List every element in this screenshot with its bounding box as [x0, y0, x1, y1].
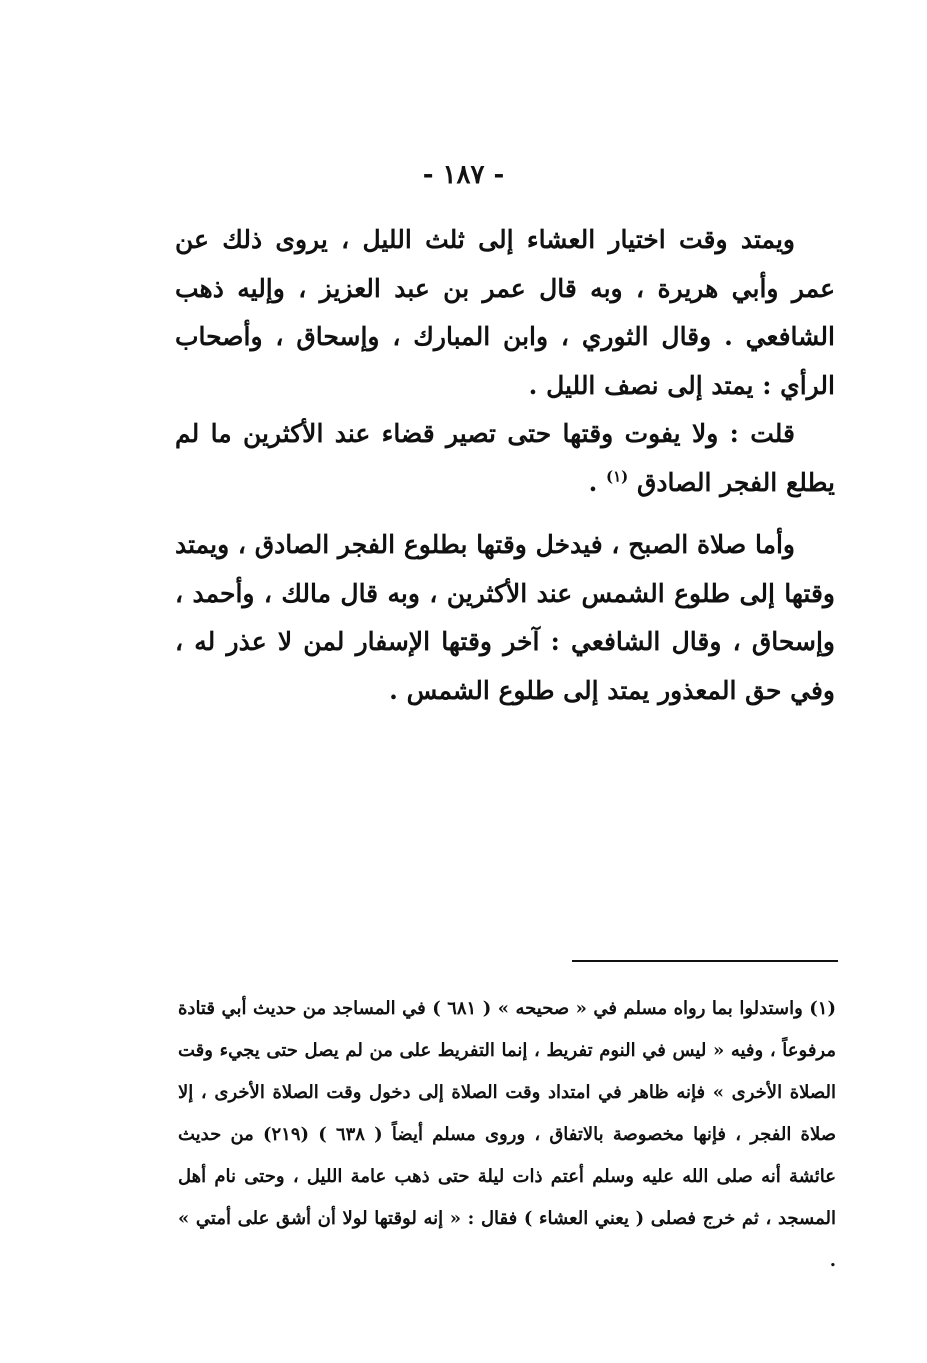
footnote-divider: [572, 960, 838, 962]
footnote-text: (١) واستدلوا بما رواه مسلم في « صحيحه » ( ٦٨١ ) في المساجد من حديث أبي قتادة مرفوعاً ، وفيه « ليس في النوم تفريط ، إنما التفريط على من لم يصل حتى يجيء وقت الصلاة الأخرى » فإنه ظاهر في امتداد وقت الصلاة إلى دخول وقت الصلاة الأخرى ، إلا صلاة الفجر ، فإنها مخصوصة بالاتفاق ، وروى مسلم أيضاً ( ٦٣٨ ) (٢١٩) من حديث عائشة أنه صلى الله عليه وسلم أعتم ذات ليلة حتى ذهب عامة الليل ، وحتى نام أهل المسجد ، ثم خرج فصلى ( يعني العشاء ) فقال : « إنه لوقتها لولا أن أشق على أمتي » .: [178, 998, 836, 1271]
paragraph-author-note: [175, 410, 835, 507]
footnote: [178, 988, 836, 1282]
main-text: [175, 216, 835, 715]
page-number: - ١٨٧ -: [422, 160, 505, 190]
footnote-reference: (١): [606, 467, 629, 486]
paragraph-author-note-text: قلت : ولا يفوت وقتها حتى تصير قضاء عند الأكثرين ما لم يطلع الفجر الصادق: [175, 419, 835, 497]
paragraph-author-note-end: .: [588, 467, 606, 497]
paragraph-fajr-time: وأما صلاة الصبح ، فيدخل وقتها بطلوع الفجر الصادق ، ويمتد وقتها إلى طلوع الشمس عند الأكثرين ، وبه قال مالك ، وأحمد ، وإسحاق ، وقال الشافعي : آخر وقتها الإسفار لمن لا عذر له ، وفي حق المعذور يمتد إلى طلوع الشمس .: [175, 530, 835, 705]
paragraph-isha-time: ويمتد وقت اختيار العشاء إلى ثلث الليل ، يروى ذلك عن عمر وأبي هريرة ، وبه قال عمر بن عبد العزيز ، وإليه ذهب الشافعي . وقال الثوري ، وابن المبارك ، وإسحاق ، وأصحاب الرأي : يمتد إلى نصف الليل .: [175, 225, 835, 400]
